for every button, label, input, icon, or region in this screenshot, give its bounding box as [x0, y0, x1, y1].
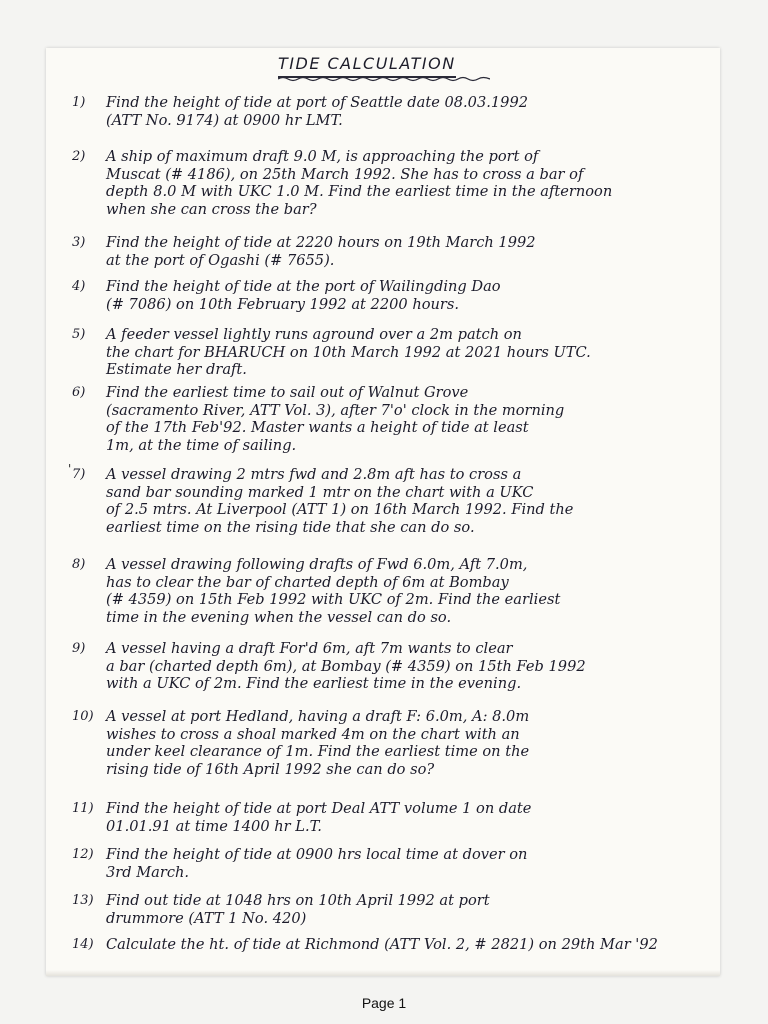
question-4: [72, 278, 712, 313]
question-line: Estimate her draft.: [106, 361, 247, 378]
question-2: [72, 148, 712, 218]
question-number: 10): [72, 709, 94, 724]
question-line: (# 7086) on 10th February 1992 at 2200 hours.: [106, 295, 460, 313]
question-line: of the 17th Feb'92. Master wants a height of tide at least: [106, 419, 529, 436]
question-line: when she can cross the bar?: [106, 200, 317, 218]
question-line: Find the height of tide at port Deal ATT volume 1 on date: [106, 800, 532, 817]
question-7: [72, 466, 712, 536]
question-number: 11): [72, 801, 94, 816]
question-number: 6): [72, 385, 86, 400]
question-line: wishes to cross a shoal marked 4m on the chart with an: [106, 725, 520, 743]
question-14: [72, 936, 712, 954]
question-number: 9): [72, 641, 86, 656]
question-1: [72, 94, 712, 129]
question-line: A feeder vessel lightly runs aground over a 2m patch on: [106, 326, 522, 343]
question-line: Calculate the ht. of tide at Richmond (ATT Vol. 2, # 2821) on 29th Mar '92: [106, 936, 658, 953]
question-line: Find out tide at 1048 hrs on 10th April 1992 at port: [106, 892, 490, 909]
question-line: 3rd March.: [106, 863, 190, 881]
question-line: Find the height of tide at the port of Wailingding Dao: [106, 278, 501, 295]
question-9: [72, 640, 712, 693]
question-line: 01.01.91 at time 1400 hr L.T.: [106, 817, 322, 835]
question-line: under keel clearance of 1m. Find the earliest time on the: [106, 743, 530, 760]
question-11: [72, 800, 712, 835]
question-3: [72, 234, 712, 269]
question-line: (ATT No. 9174) at 0900 hr LMT.: [106, 111, 343, 129]
question-line: drummore (ATT 1 No. 420): [106, 909, 307, 927]
question-line: time in the evening when the vessel can do so.: [106, 608, 452, 626]
question-number: 3): [72, 235, 86, 250]
question-5: [72, 326, 712, 379]
question-number: 8): [72, 557, 86, 572]
document-page: [46, 48, 720, 976]
question-line: A vessel having a draft For'd 6m, aft 7m wants to clear: [106, 640, 513, 657]
question-number: 12): [72, 847, 94, 862]
question-line: the chart for BHARUCH on 10th March 1992 at 2021 hours UTC.: [106, 343, 591, 361]
question-10: [72, 708, 712, 778]
question-number: 2): [72, 149, 86, 164]
question-line: A vessel drawing following drafts of Fwd 6.0m, Aft 7.0m,: [106, 556, 528, 573]
title-underline: [278, 76, 490, 82]
question-12: [72, 846, 712, 881]
question-number: 5): [72, 327, 86, 342]
question-number: 1): [72, 95, 86, 110]
question-line: Find the earliest time to sail out of Walnut Grove: [106, 384, 469, 401]
question-line: A vessel at port Hedland, having a draft F: 6.0m, A: 8.0m: [106, 708, 530, 725]
question-line: A vessel drawing 2 mtrs fwd and 2.8m aft has to cross a: [106, 466, 522, 483]
question-line: A ship of maximum draft 9.0 M, is approaching the port of: [106, 148, 539, 165]
question-line: sand bar sounding marked 1 mtr on the chart with a UKC: [106, 483, 534, 501]
page-number: Page 1: [361, 995, 407, 1011]
question-line: Find the height of tide at 0900 hrs local time at dover on: [106, 846, 528, 863]
question-line: rising tide of 16th April 1992 she can do so?: [106, 760, 435, 778]
question-line: has to clear the bar of charted depth of 6m at Bombay: [106, 573, 509, 591]
question-number: 13): [72, 893, 94, 908]
margin-mark: ': [68, 462, 72, 476]
question-line: (sacramento River, ATT Vol. 3), after 7'o' clock in the morning: [106, 401, 565, 419]
question-line: earliest time on the rising tide that she can do so.: [106, 518, 475, 536]
question-line: Muscat (# 4186), on 25th March 1992. She has to cross a bar of: [106, 165, 584, 183]
question-line: (# 4359) on 15th Feb 1992 with UKC of 2m. Find the earliest: [106, 591, 561, 608]
page-title: TIDE CALCULATION: [278, 54, 456, 78]
question-number: 14): [72, 937, 94, 952]
question-number: 7): [72, 467, 86, 482]
question-line: Find the height of tide at 2220 hours on 19th March 1992: [106, 234, 536, 251]
question-line: depth 8.0 M with UKC 1.0 M. Find the earliest time in the afternoon: [106, 183, 613, 200]
question-number: 4): [72, 279, 86, 294]
question-line: of 2.5 mtrs. At Liverpool (ATT 1) on 16th March 1992. Find the: [106, 501, 574, 518]
question-line: a bar (charted depth 6m), at Bombay (# 4359) on 15th Feb 1992: [106, 657, 586, 675]
question-6: [72, 384, 712, 454]
question-13: [72, 892, 712, 927]
question-8: [72, 556, 712, 626]
question-line: 1m, at the time of sailing.: [106, 436, 297, 454]
question-line: Find the height of tide at port of Seattle date 08.03.1992: [106, 94, 529, 111]
question-line: with a UKC of 2m. Find the earliest time in the evening.: [106, 675, 522, 692]
question-line: at the port of Ogashi (# 7655).: [106, 251, 335, 269]
